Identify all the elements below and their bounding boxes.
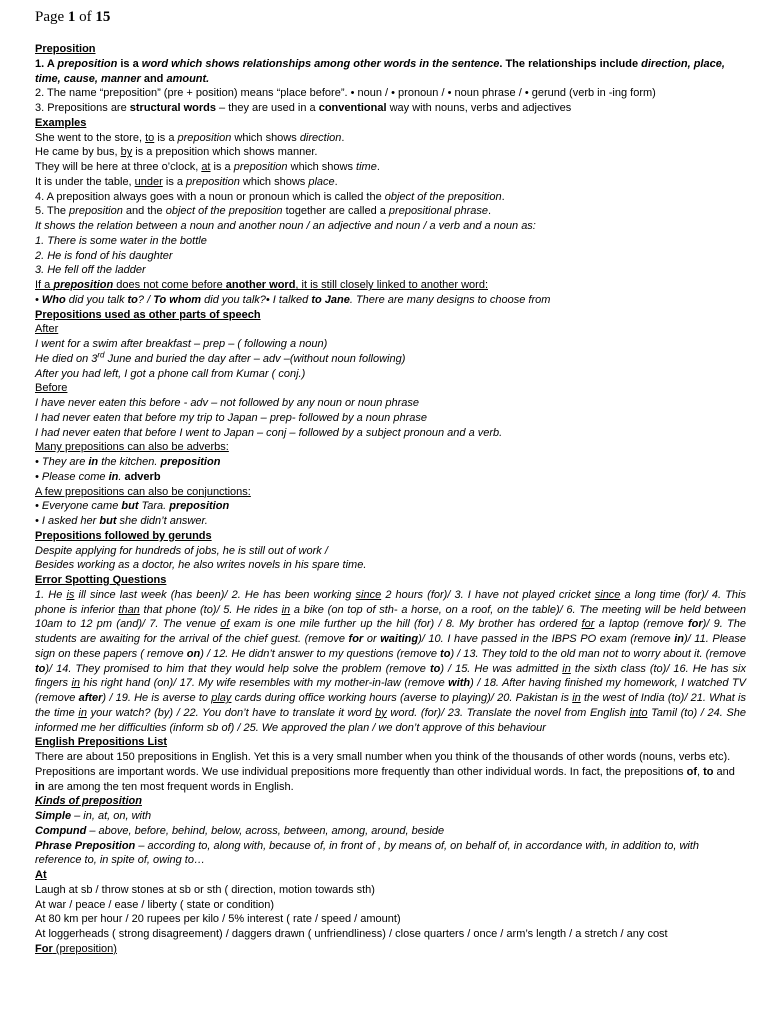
preposition-heading: Preposition [35, 43, 96, 55]
kind-simple: Simple – in, at, on, with [35, 810, 152, 822]
definition-line-4: 3. Prepositions are structural words – they are used in a conventional way with nouns, verbs and adjectives [35, 102, 572, 114]
at-line: Laugh at sb / throw stones at sb or sth ( direction, motion towards sth) [35, 883, 375, 896]
example-line: 4. A preposition always goes with a noun or pronoun which is called the object of the preposition. [35, 190, 505, 203]
example-line: If a preposition does not come before another word, it is still closely linked to another word: [35, 279, 489, 291]
example-line: They will be here at three o’clock, at is a preposition which shows time. [35, 161, 380, 173]
error-spotting-heading: Error Spotting Questions [35, 574, 167, 586]
gerunds-heading: Prepositions followed by gerunds [35, 529, 212, 542]
example-line: He came by bus, by is a preposition which shows manner. [35, 146, 318, 159]
at-line: At 80 km per hour / 20 rupees per kilo / 5% interest ( rate / speed / amount) [35, 913, 401, 926]
kind-phrase: Phrase Preposition – according to, along with, because of, in front of , by means of, on behalf of, in accordance with, in addition to, with reference to, in spite of, owing to… [35, 839, 700, 867]
example-line: 2. He is fond of his daughter [35, 249, 173, 262]
page-number: Page 1 of 15 [35, 9, 111, 25]
after-line: I went for a swim after breakfast – prep – ( following a noun) [35, 338, 328, 350]
adverb-line: • Please come in. adverb [35, 470, 161, 483]
at-heading: At [35, 869, 47, 881]
example-line: It is under the table, under is a preposition which shows place. [35, 175, 338, 188]
before-line: I have never eaten this before - adv – not followed by any noun or noun phrase [35, 397, 420, 409]
definition-line-1: 1. A preposition is a word which shows relationships among other words in the sentence. The relationships include direction, place, [35, 57, 725, 70]
after-subheading: After [35, 323, 59, 336]
example-line: • Who did you talk to? / To whom did you talk?• I talked to Jane. There are many designs to choose from [35, 293, 551, 306]
prepositions-list-heading: English Prepositions List [35, 736, 168, 749]
example-line: 5. The preposition and the object of the preposition together are called a prepositional phrase. [35, 205, 492, 218]
examples-heading: Examples [35, 116, 87, 129]
definition-line-2: time, cause, manner and amount. [35, 72, 210, 85]
other-parts-heading: Prepositions used as other parts of speech [35, 308, 261, 321]
at-line: At loggerheads ( strong disagreement) / daggers drawn ( unfriendliness) / close quarters / once / arm’s length / a stretch / any cost [35, 928, 668, 940]
before-line: I had never eaten that before my trip to Japan – prep- followed by a noun phrase [35, 411, 427, 424]
at-line: At war / peace / ease / liberty ( state or condition) [35, 898, 275, 911]
error-spotting-paragraph: 1. He is ill since last week (has been)/ 2. He has been working since 2 hours (for)/ 3. I have not played cricket since a long time (for)/ 4. This phone is inferior than that phone (to)/ 5. He rides in a bike (on top of sth- a horse, on a roof, on the table)/ 6. The meeting will be held between 10am to 12 pm (and)/ 7. The venue of exam is one mile further up the hill (for) / 8. My brother has ordered for a laptop (remove for)/ 9. The students are awaiting for the arrival of the chief guest. (remove for or waiting)/ 10. I have passed in the IBPS PO exam (remove in)/ 11. Please sign on these papers ( remove on) / 12. He didn’t answer to my questions (remove to) / 13. They told to the old man not to worry about it. (remove to)/ 14. They promised to him that they would help solve the problem (remove to) / 15. He was admitted in the sixth class (to)/ 16. He has six fingers in his right hand (on)/ 17. My wife resembles with my mother-in-law (remove with) / 18. After having finished my homework, I watched TV (remove after) / 19. He is averse to play cards during office working hours (averse to playing)/ 20. Pakistan is in the west of India (to)/ 21. What is the time in your watch? (by) / 22. You don’t have to translate it word by word. (for)/ 23. Translate the novel from English into Tamil (to) / 24. She informed me her difficulties (inform sb of) / 25. We approved the plan / we don’t approve of this behaviour [35, 588, 747, 734]
prepositions-list-paragraph: There are about 150 prepositions in English. Yet this is a very small number when you think of the thousands of other words (nouns, verbs etc). Prepositions are important words. We use individual prepositions more frequently than other individual words. In fact, the prepositions of, to and in are among the ten most frequent words in English. [35, 751, 735, 793]
adverbs-subheading: Many prepositions can also be adverbs: [35, 441, 229, 454]
adverb-line: • They are in the kitchen. preposition [35, 456, 221, 468]
kind-compound: Compund – above, before, behind, below, across, between, among, around, beside [35, 824, 445, 837]
example-line: It shows the relation between a noun and another noun / an adjective and noun / a verb and a noun as: [35, 220, 536, 232]
after-line: After you had left, I got a phone call from Kumar ( conj.) [35, 367, 306, 380]
for-heading: For (preposition) [35, 942, 117, 955]
definition-line-3: 2. The name “preposition” (pre + position) means “place before”. • noun / • pronoun / • noun phrase / • gerund (verb in -ing form) [35, 87, 656, 100]
conjunction-line: • Everyone came but Tara. preposition [35, 500, 230, 513]
after-line: He died on 3rd June and buried the day after – adv –(without noun following) [35, 350, 406, 365]
conjunction-line: • I asked her but she didn’t answer. [35, 515, 208, 527]
example-line: 3. He fell off the ladder [35, 264, 146, 277]
before-subheading: Before [35, 382, 68, 395]
example-line: She went to the store, to is a preposition which shows direction. [35, 131, 345, 144]
conjunctions-subheading: A few prepositions can also be conjunctions: [35, 485, 251, 498]
gerund-line: Despite applying for hundreds of jobs, he is still out of work / [35, 544, 328, 557]
gerund-line: Besides working as a doctor, he also writes novels in his spare time. [35, 559, 367, 572]
before-line: I had never eaten that before I went to Japan – conj – followed by a subject pronoun and a verb. [35, 426, 503, 439]
example-line: 1. There is some water in the bottle [35, 234, 207, 247]
kinds-heading: Kinds of preposition [35, 795, 142, 808]
